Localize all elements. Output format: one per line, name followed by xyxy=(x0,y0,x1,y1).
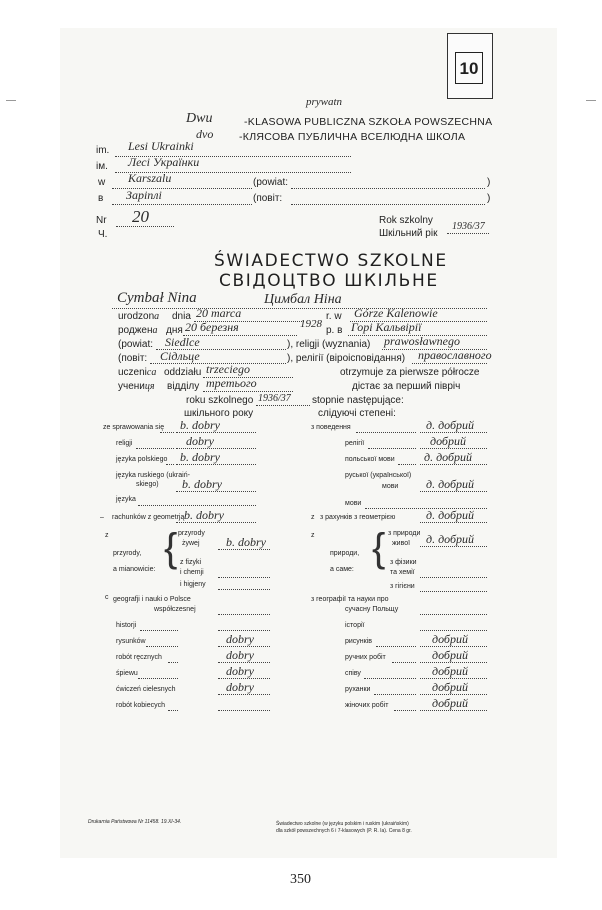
povit-label-ua: (повіт: xyxy=(253,193,283,204)
grade-label-pl-5: rachunków z geometrją xyxy=(112,514,185,521)
scan-mark-right xyxy=(586,100,596,101)
religion-ua-line xyxy=(412,363,487,364)
grade-value-pl-14: dobry xyxy=(226,680,254,694)
grade-value-ua-11: добрий xyxy=(432,632,468,646)
povit-line-ua xyxy=(291,204,485,205)
grade-line-ua-3 xyxy=(420,491,487,492)
grade-label-ua-5: з рахунків з геометрією xyxy=(320,514,396,521)
grade-value-ua-2: д. добрий xyxy=(424,450,473,464)
grade-line-ua-11 xyxy=(420,646,487,647)
powiat-value: Siedlce xyxy=(165,335,200,349)
grade-line-pl-5 xyxy=(176,522,256,523)
grade-dots-ua-2 xyxy=(398,464,416,465)
pryrody-label: природи, xyxy=(330,550,360,557)
grade-label-ua-7: з фізики xyxy=(390,559,417,566)
grade-ua-line xyxy=(203,391,293,392)
dnia-label-ua: дня xyxy=(166,325,183,336)
grade-label-pl-13: śpiewu xyxy=(116,670,138,677)
grade-label2-ua-7: та хемії xyxy=(390,569,415,576)
grade-label-ua-9: з географії та науки про xyxy=(311,596,389,603)
religion-value-pl: prawosławnego xyxy=(384,334,461,348)
rodzhen-label: роджена xyxy=(118,325,158,336)
grade-label-ua-4: мови xyxy=(345,500,362,507)
grade-value-pl-11: dobry xyxy=(226,632,254,646)
grade-dots-ua-1 xyxy=(368,448,416,449)
group-z-mark-pl: z xyxy=(105,532,109,539)
grade-label-ua-10: історії xyxy=(345,622,365,629)
pl-school-line: -KLASOWA PUBLICZNA SZKOŁA POWSZECHNA xyxy=(244,116,493,128)
stopnie-label: stopnie następujące: xyxy=(312,395,404,406)
printer-note: Drukarnia Państwowa Nr 11458. 19.XI-34. xyxy=(88,819,182,825)
grade-value-pl-3: b. dobry xyxy=(182,477,222,491)
grade-line-pl-12 xyxy=(218,662,270,663)
grade-line-ua-5 xyxy=(420,522,487,523)
distaje-label: дістає за перший півріч xyxy=(352,381,461,392)
rach-mark-pl: – xyxy=(100,514,104,521)
rok-line xyxy=(447,233,489,234)
grade-dots-pl-15 xyxy=(168,710,178,711)
grade-label-ua-12: ручних робіт xyxy=(345,654,386,661)
roku-line xyxy=(256,405,310,406)
religion-value-ua: православного xyxy=(418,348,492,362)
grade-value-ua-1: добрий xyxy=(430,434,466,448)
r-v-label: р. в xyxy=(326,325,343,336)
grade-label-ua-6: з природи xyxy=(388,530,421,537)
grade-label-pl-14: ćwiczeń cielesnych xyxy=(116,686,176,693)
povit-value: Сідльце xyxy=(160,349,200,363)
scan-mark-left xyxy=(6,100,16,101)
powiat-line-pl xyxy=(291,188,485,189)
grade-label2-pl-7: i chemji xyxy=(180,569,204,576)
grade-label-pl-9: geografji i nauki o Polsce xyxy=(113,596,191,603)
birth-day-pl: 20 marca xyxy=(196,306,242,320)
grade-label-pl-15: robót kobiecych xyxy=(116,702,166,709)
grade-label-pl-1: religji xyxy=(116,440,133,447)
grade-line-pl-3 xyxy=(176,491,256,492)
rok-label-pl: Rok szkolny xyxy=(379,215,433,226)
student-name-pl: Cymbał Nina xyxy=(117,290,197,306)
grade-value-ua-0: д. добрий xyxy=(426,418,475,432)
grade-line-pl-9 xyxy=(218,614,270,615)
grade-line-pl-8 xyxy=(218,589,270,590)
grade-label-pl-12: robót ręcznych xyxy=(116,654,162,661)
grade-label-pl-6: przyrody xyxy=(178,530,205,537)
grade-line-ua-15 xyxy=(420,710,487,711)
grade-ua: третього xyxy=(206,376,257,390)
hw-dvo: dvo xyxy=(196,127,214,141)
grade-label2-ua-6: живої xyxy=(392,540,411,547)
grade-line-pl-13 xyxy=(218,678,270,679)
viddilu-label: відділу xyxy=(167,381,200,392)
grade-label-pl-2: języka polskiego xyxy=(116,456,168,463)
number-stamp xyxy=(447,33,493,99)
ua-school-line: -КЛЯСОВА ПУБЛИЧНА ВСЕЛЮДНА ШКОЛА xyxy=(239,131,466,143)
grade-line-ua-13 xyxy=(420,678,487,679)
grade-line-pl-0 xyxy=(176,432,256,433)
geo-mark-pl: c xyxy=(105,594,109,601)
group-z-mark-ua: z xyxy=(311,532,315,539)
w-value-pl: Karszalu xyxy=(128,171,172,185)
grade-line-pl-14 xyxy=(218,694,270,695)
powiat-close-pl: ) xyxy=(487,177,491,188)
student-name-ua: Цимбал Ніна xyxy=(264,292,342,307)
grade-label-ua-1: релігії xyxy=(345,440,365,447)
grade-label-ua-2: польської мови xyxy=(345,456,395,463)
grade-dots-ua-13 xyxy=(364,678,416,679)
otrzymuje-label: otrzymuje za pierwsze półrocze xyxy=(340,367,480,378)
title-pl: ŚWIADECTWO SZKOLNE xyxy=(214,251,448,271)
grade-label2-ua-3: мови xyxy=(382,483,399,490)
birth-place-ua: Горі Кальвірії xyxy=(351,320,422,334)
grade-line-ua-8 xyxy=(420,591,487,592)
grade-line-ua-7 xyxy=(420,577,487,578)
grade-label2-ua-9: сучасну Польщу xyxy=(345,606,399,613)
hw-dwu: Dwu xyxy=(186,111,213,126)
uczen-label: uczenica xyxy=(118,367,157,378)
grade-label-ua-14: руханки xyxy=(345,686,371,693)
przyrody-label: przyrody, xyxy=(113,550,142,557)
grade-label-pl-8: i higjeny xyxy=(180,581,206,588)
grade-value-pl-12: dobry xyxy=(226,648,254,662)
grade-value-pl-13: dobry xyxy=(226,664,254,678)
v-label-ua: в xyxy=(98,193,104,204)
grade-line-pl-7 xyxy=(218,577,270,578)
grade-value-pl-6: b. dobry xyxy=(226,535,266,549)
rok-value: 1936/37 xyxy=(452,221,485,232)
v-value-ua: Заріплі xyxy=(126,188,162,202)
birth-year: 1928 xyxy=(300,318,322,330)
a-mianowicie-label: a mianowicie: xyxy=(113,566,156,573)
grade-value-ua-6: д. добрий xyxy=(426,532,475,546)
im-label-pl: im. xyxy=(96,145,110,156)
grade-dots-pl-13 xyxy=(138,678,178,679)
stamp-number-box xyxy=(455,52,483,84)
birth-day-ua-line xyxy=(183,335,297,336)
grade-dots-pl-1 xyxy=(136,448,174,449)
grade-value-ua-14: добрий xyxy=(432,680,468,694)
grade-label-pl-10: historji xyxy=(116,622,137,629)
grade-dots-ua-11 xyxy=(376,646,416,647)
birth-place-pl: Górze Kalenowie xyxy=(354,306,438,320)
grade-label-pl-4: języka xyxy=(116,496,136,503)
grade-line-pl-15 xyxy=(218,710,270,711)
grade-label-pl-11: rysunków xyxy=(116,638,146,645)
stupeni-label: слідуючі степені: xyxy=(318,408,396,419)
v-line-ua xyxy=(112,204,252,205)
grade-label2-pl-9: współczesnej xyxy=(154,606,196,613)
group-bracket-pl: { xyxy=(164,526,178,570)
grade-line-pl-1 xyxy=(176,448,256,449)
grade-dots-ua-15 xyxy=(394,710,416,711)
grade-dots-pl-10 xyxy=(140,630,178,631)
title-ua: СВІДОЦТВО ШКІЛЬНЕ xyxy=(219,271,439,291)
form-note-line1: Świadectwo szkolne (w języku polskim i ruskim (ukraińskim) xyxy=(276,821,409,827)
oddzialu-label: oddziału xyxy=(164,367,202,378)
grade-line-ua-6 xyxy=(420,546,487,547)
im-label-ua: ім. xyxy=(96,161,108,172)
rach-mark-ua: z xyxy=(311,514,315,521)
grade-line-ua-0 xyxy=(420,432,487,433)
stamp-number: 10 xyxy=(459,59,479,78)
grade-label2-pl-6: żywej xyxy=(182,540,200,547)
grade-line-pl-10 xyxy=(218,630,270,631)
povit-close-ua: ) xyxy=(487,193,491,204)
uchen-label: учениця xyxy=(118,381,155,392)
grade-label-pl-7: z fizyki xyxy=(180,559,201,566)
roku-label-pl: roku szkolnego xyxy=(186,395,254,406)
grade-line-pl-6 xyxy=(218,549,270,550)
grade-line-ua-12 xyxy=(420,662,487,663)
grade-line-ua-14 xyxy=(420,694,487,695)
roku-label-ua: шкільного року xyxy=(184,408,254,419)
grade-value-pl-5: b. dobry xyxy=(184,508,224,522)
powiat-label: (powiat: xyxy=(118,339,154,350)
dnia-label-pl: dnia xyxy=(172,311,191,322)
grade-dots-ua-12 xyxy=(392,662,416,663)
grade-dots-ua-0 xyxy=(356,432,416,433)
im-value-pl: Lesi Ukrainki xyxy=(128,139,194,153)
grade-label-ua-15: жіночих робіт xyxy=(345,702,389,709)
grade-value-ua-12: добрий xyxy=(432,648,468,662)
page-number: 350 xyxy=(290,872,311,887)
grade-label-pl-0: ze sprawowania się xyxy=(103,424,165,431)
nr-line xyxy=(116,226,174,227)
w-label-pl: w xyxy=(98,177,106,188)
grade-pl: trzeciego xyxy=(206,362,250,376)
grade-line-pl-4 xyxy=(138,505,256,506)
grade-dots-pl-11 xyxy=(146,646,178,647)
religii-label: ), religji (wyznania) xyxy=(287,339,371,350)
powiat-label-pl: (powiat: xyxy=(253,177,289,188)
grade-line-ua-2 xyxy=(420,464,487,465)
rok-label-ua: Шкільний рік xyxy=(379,228,438,239)
grade-label-ua-3: руської (української) xyxy=(345,472,412,479)
relihii-label: ), релігії (віроісповідання) xyxy=(287,353,406,364)
a-same-label: а саме: xyxy=(330,566,354,573)
grade-dots-ua-14 xyxy=(374,694,416,695)
grade-line-ua-1 xyxy=(420,448,487,449)
urodzon-label: urodzona xyxy=(118,311,160,322)
grade-line-pl-2 xyxy=(176,464,256,465)
hw-prywatna: prywatn xyxy=(306,96,343,108)
nr-label: Nr xyxy=(96,215,107,226)
grade-label-ua-8: з гігієни xyxy=(390,583,415,590)
povit-label: (повіт: xyxy=(118,353,148,364)
r-w-label: r. w xyxy=(326,311,342,322)
group-bracket-ua: { xyxy=(372,526,386,570)
grade-value-ua-13: добрий xyxy=(432,664,468,678)
grade-label-ua-0: з поведення xyxy=(311,424,351,431)
birth-day-ua: 20 березня xyxy=(185,320,239,334)
grade-value-ua-3: д. добрий xyxy=(426,477,475,491)
grade-dots-pl-12 xyxy=(168,662,178,663)
grade-label-ua-11: рисунків xyxy=(345,638,373,645)
form-note-line2: dla szkół powszechnych 6 i 7-klasowych (P. R. Ia). Cena 8 gr. xyxy=(276,828,412,834)
grade-label2-pl-3: skiego) xyxy=(136,481,159,488)
grade-value-pl-1: dobry xyxy=(186,434,214,448)
nr-value: 20 xyxy=(132,207,149,226)
grade-line-pl-11 xyxy=(218,646,270,647)
grade-label-pl-3: języka ruskiego (ukraiń- xyxy=(116,472,190,479)
grade-line-ua-10 xyxy=(420,630,487,631)
grade-value-pl-2: b. dobry xyxy=(180,450,220,464)
grade-line-ua-9 xyxy=(420,614,487,615)
grade-dots-pl-0 xyxy=(160,432,174,433)
im-value-ua: Лесі Українки xyxy=(128,155,200,169)
ch-label: Ч. xyxy=(98,229,108,240)
grade-dots-pl-2 xyxy=(166,464,174,465)
grade-value-pl-0: b. dobry xyxy=(180,418,220,432)
grade-label-ua-13: співу xyxy=(345,670,361,677)
grade-value-ua-15: добрий xyxy=(432,696,468,710)
roku-value: 1936/37 xyxy=(258,393,291,404)
grade-value-ua-5: д. добрий xyxy=(426,508,475,522)
